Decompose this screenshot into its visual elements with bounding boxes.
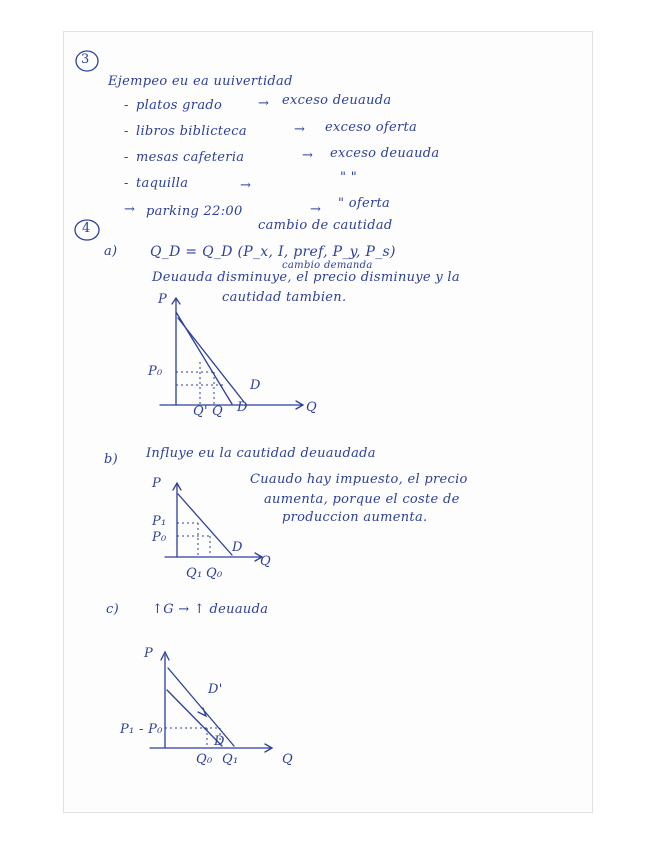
graph-a-curve2-label: D: [237, 400, 248, 415]
graph-a-y-axis-label: P: [158, 292, 168, 307]
graph-a-q2-label: Q: [212, 404, 223, 419]
list-item-result: exceso deuauda: [330, 146, 440, 161]
graph-b-curve-label: D: [232, 540, 243, 555]
graph-b-price0-label: P₀: [152, 530, 167, 545]
item-a-text-line1: Deuauda disminuye, el precio disminuye y la: [152, 270, 460, 285]
graph-c: [150, 652, 272, 752]
graph-c-price-label: P₁ - P₀: [120, 722, 163, 737]
graph-c-q1-label: Q₁: [222, 752, 239, 767]
graph-b-x-axis-label: Q: [260, 554, 271, 569]
graph-a-x-axis-label: Q: [306, 400, 317, 415]
list-item-text: parking 22:00: [146, 204, 243, 219]
item-a-text-line2: cautidad tambien.: [222, 290, 347, 305]
arrow-icon: →: [240, 178, 252, 193]
graph-c-curve2-label: D': [208, 682, 223, 697]
list-item-text: mesas cafeteria: [136, 150, 245, 165]
item-b-text-line3: produccion aumenta.: [282, 510, 428, 525]
graph-c-y-axis-label: P: [144, 646, 154, 661]
section-4-number: 4: [82, 221, 91, 236]
list-item-result: exceso oferta: [325, 120, 418, 135]
graph-b-y-axis-label: P: [152, 476, 162, 491]
demand-formula: Q_D = Q_D (P_x, I, pref, P_y, P_s): [150, 244, 396, 260]
item-c-text: ↑G → ↑ deuauda: [152, 602, 269, 617]
list-item-bullet: →: [124, 202, 136, 217]
graph-a-curve-label: D: [250, 378, 261, 393]
arrow-icon: →: [302, 148, 314, 163]
change-quantity-note: cambio de cautidad: [258, 218, 393, 233]
item-a-label: a): [104, 244, 118, 259]
graph-a-price-label: P₀: [148, 364, 163, 379]
graph-b-price1-label: P₁: [152, 514, 167, 529]
arrow-icon: →: [294, 122, 306, 137]
graph-a-q1-label: Q': [193, 404, 208, 419]
graph-a: [160, 298, 303, 409]
item-b-label: b): [104, 452, 118, 467]
section-3-number: 3: [81, 52, 90, 67]
list-item-result: exceso deuauda: [282, 93, 392, 108]
list-item-text: taquilla: [136, 176, 189, 191]
list-item-bullet: -: [124, 176, 129, 191]
list-item-bullet: -: [124, 124, 129, 139]
graph-c-curve-label: D: [214, 734, 225, 749]
item-b-text-line1: Cuaudo hay impuesto, el precio: [250, 472, 468, 487]
item-b-heading: Influye eu la cautidad deuaudada: [146, 446, 376, 461]
list-item-text: platos grado: [136, 98, 223, 113]
graph-c-q0-label: Q₀: [196, 752, 213, 767]
change-demand-note: cambio demanda: [282, 260, 373, 271]
graph-c-x-axis-label: Q: [282, 752, 293, 767]
list-item-text: libros biblicteca: [136, 124, 247, 139]
section-3-title: Ejempeo eu ea uuivertidad: [108, 74, 293, 89]
arrow-icon: →: [310, 202, 322, 217]
list-item-bullet: -: [124, 150, 129, 165]
graph-b: [165, 483, 262, 561]
list-item-bullet: -: [124, 98, 129, 113]
graph-b-q1-label: Q₁: [186, 566, 203, 581]
item-b-text-line2: aumenta, porque el coste de: [264, 492, 460, 507]
graph-b-q0-label: Q₀: [206, 566, 223, 581]
arrow-icon: →: [258, 96, 270, 111]
list-item-result: " ": [340, 170, 357, 185]
list-item-result: " oferta: [338, 196, 391, 211]
item-c-label: c): [106, 602, 119, 617]
